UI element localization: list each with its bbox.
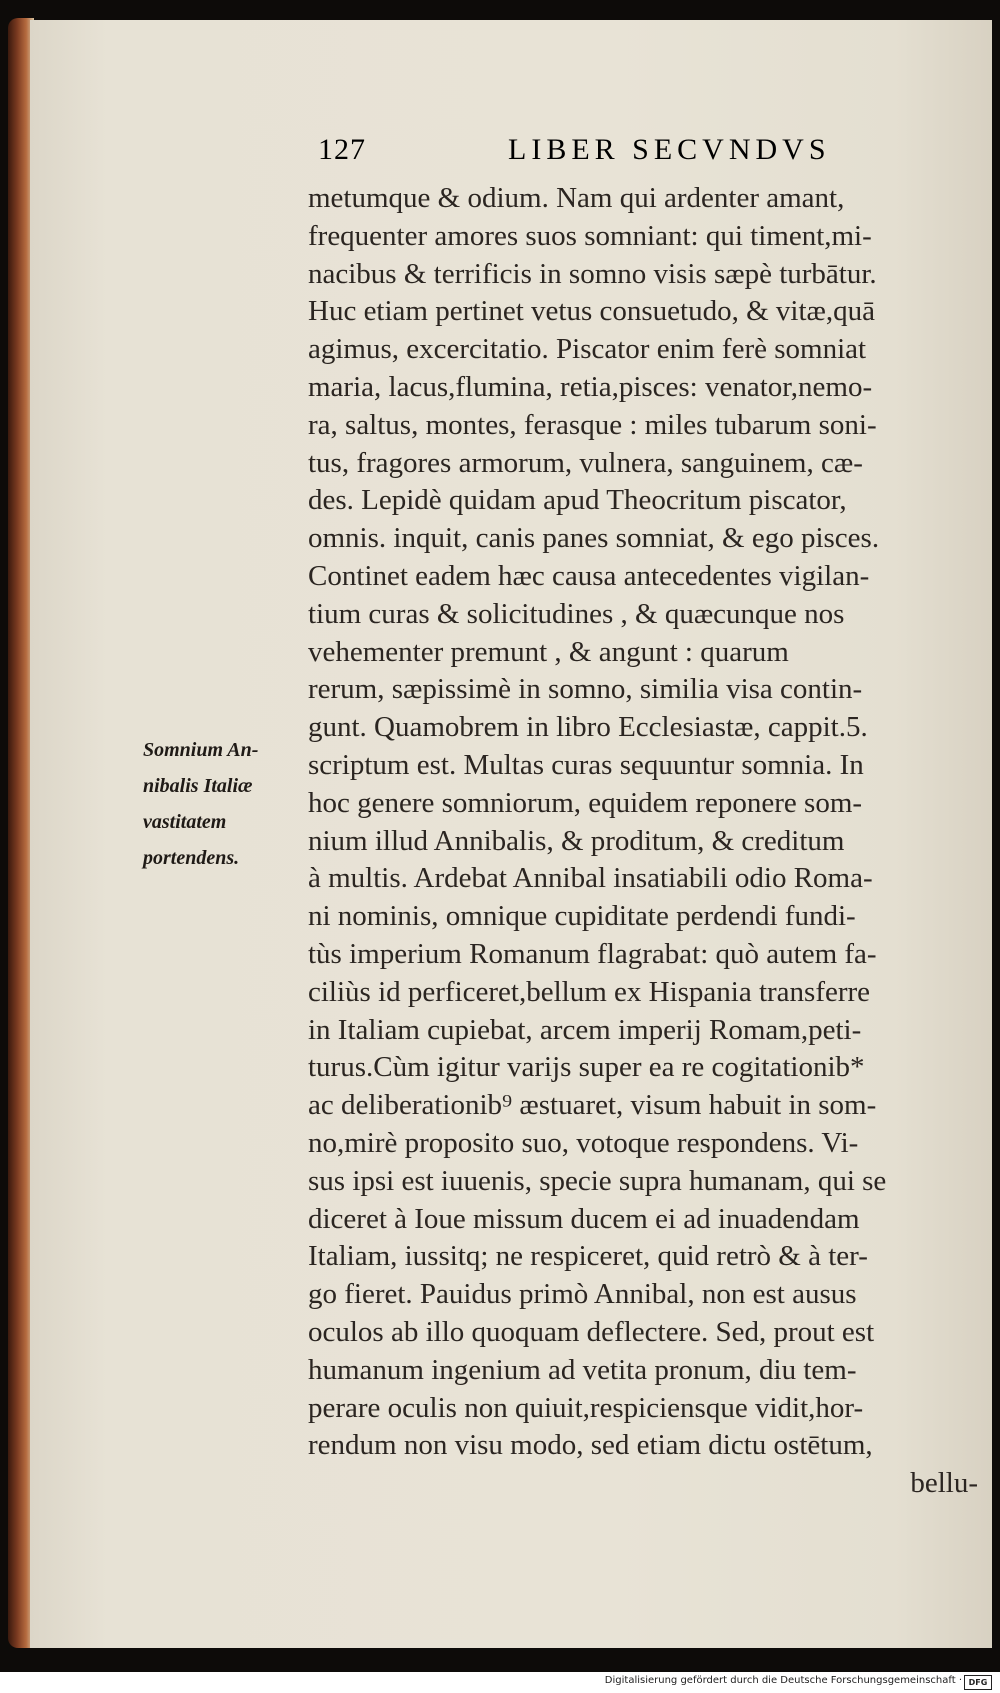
funding-credit: Digitalisierung gefördert durch die Deutsche Forschungsgemeinschaft · bbox=[604, 1675, 962, 1686]
text-line: metumque & odium. Nam qui ardenter amant, bbox=[308, 182, 845, 214]
text-line: ra, saltus, montes, ferasque : miles tubarum soni- bbox=[308, 408, 877, 441]
marginal-note bbox=[143, 732, 293, 876]
text-line: Huc etiam pertinet vetus consuetudo, & vitæ,quā bbox=[308, 295, 875, 328]
text-line: Italiam, iussitq; ne respiceret, quid retrò & à ter- bbox=[308, 1240, 868, 1273]
text-line: ni nominis, omnique cupiditate perdendi fundi- bbox=[308, 900, 856, 933]
text-line: des. Lepidè quidam apud Theocritum piscator, bbox=[308, 484, 847, 517]
text-line: à multis. Ardebat Annibal insatiabili odio Roma- bbox=[308, 862, 873, 895]
dfg-logo: DFG bbox=[964, 1675, 992, 1690]
text-line: maria, lacus,flumina, retia,pisces: venator,nemo- bbox=[308, 370, 873, 403]
text-line: turus.Cùm igitur varijs super ea re cogitationib* bbox=[308, 1051, 865, 1084]
text-line: vehementer premunt , & angunt : quarum bbox=[308, 635, 789, 668]
text-line: hoc genere somniorum, equidem reponere som- bbox=[308, 786, 863, 819]
text-line: scriptum est. Multas curas sequuntur somnia. In bbox=[308, 748, 864, 781]
text-line: in Italiam cupiebat, arcem imperij Romam,peti- bbox=[308, 1013, 862, 1046]
text-line: ac deliberationib⁹ æstuaret, visum habuit in som- bbox=[308, 1089, 877, 1122]
body-text bbox=[308, 180, 988, 1503]
digitization-footer bbox=[0, 1672, 1000, 1693]
text-line: oculos ab illo quoquam deflectere. Sed, prout est bbox=[308, 1315, 875, 1348]
marginal-note-line: portendens. bbox=[143, 847, 240, 869]
page-number: 127 bbox=[318, 133, 366, 166]
text-line: diceret à Ioue missum ducem ei ad inuadendam bbox=[308, 1202, 860, 1235]
marginal-note-line: nibalis Italiæ bbox=[143, 775, 253, 797]
page-header bbox=[318, 133, 918, 173]
text-line: perare oculis non quiuit,respiciensque vidit,hor- bbox=[308, 1391, 864, 1424]
text-line: tium curas & solicitudines , & quæcunque nos bbox=[308, 597, 845, 630]
text-line: Continet eadem hæc causa antecedentes vigilan- bbox=[308, 559, 870, 592]
text-line: tus, fragores armorum, vulnera, sanguinem, cæ- bbox=[308, 446, 863, 479]
text-line: agimus, excercitatio. Piscator enim ferè somniat bbox=[308, 333, 867, 366]
text-line: ciliùs id perficeret,bellum ex Hispania transferre bbox=[308, 975, 871, 1008]
text-line: omnis. inquit, canis panes somniat, & ego pisces. bbox=[308, 522, 880, 555]
text-line: rendum non visu modo, sed etiam dictu ostētum, bbox=[308, 1429, 873, 1462]
marginal-note-line: vastitatem bbox=[143, 811, 227, 833]
text-line: gunt. Quamobrem in libro Ecclesiastæ, cappit.5. bbox=[308, 711, 868, 744]
text-line: sus ipsi est iuuenis, specie supra humanam, qui se bbox=[308, 1164, 887, 1197]
text-line: nacibus & terrificis in somno visis sæpè turbātur. bbox=[308, 257, 877, 290]
catchword: bellu- bbox=[910, 1467, 978, 1500]
text-line: no,mirè proposito suo, votoque respondens. Vi- bbox=[308, 1126, 859, 1159]
text-line: go fieret. Pauidus primò Annibal, non est ausus bbox=[308, 1278, 857, 1311]
marginal-note-line: Somnium An- bbox=[143, 739, 259, 761]
text-line: humanum ingenium ad vetita pronum, diu tem- bbox=[308, 1353, 857, 1386]
text-line: nium illud Annibalis, & proditum, & creditum bbox=[308, 824, 845, 857]
text-line: tùs imperium Romanum flagrabat: quò autem fa- bbox=[308, 937, 877, 970]
running-title: LIBER SECVNDVS bbox=[508, 133, 831, 166]
text-line: frequenter amores suos somniant: qui timent,mi- bbox=[308, 219, 872, 252]
text-line: rerum, sæpissimè in somno, similia visa contin- bbox=[308, 673, 863, 706]
